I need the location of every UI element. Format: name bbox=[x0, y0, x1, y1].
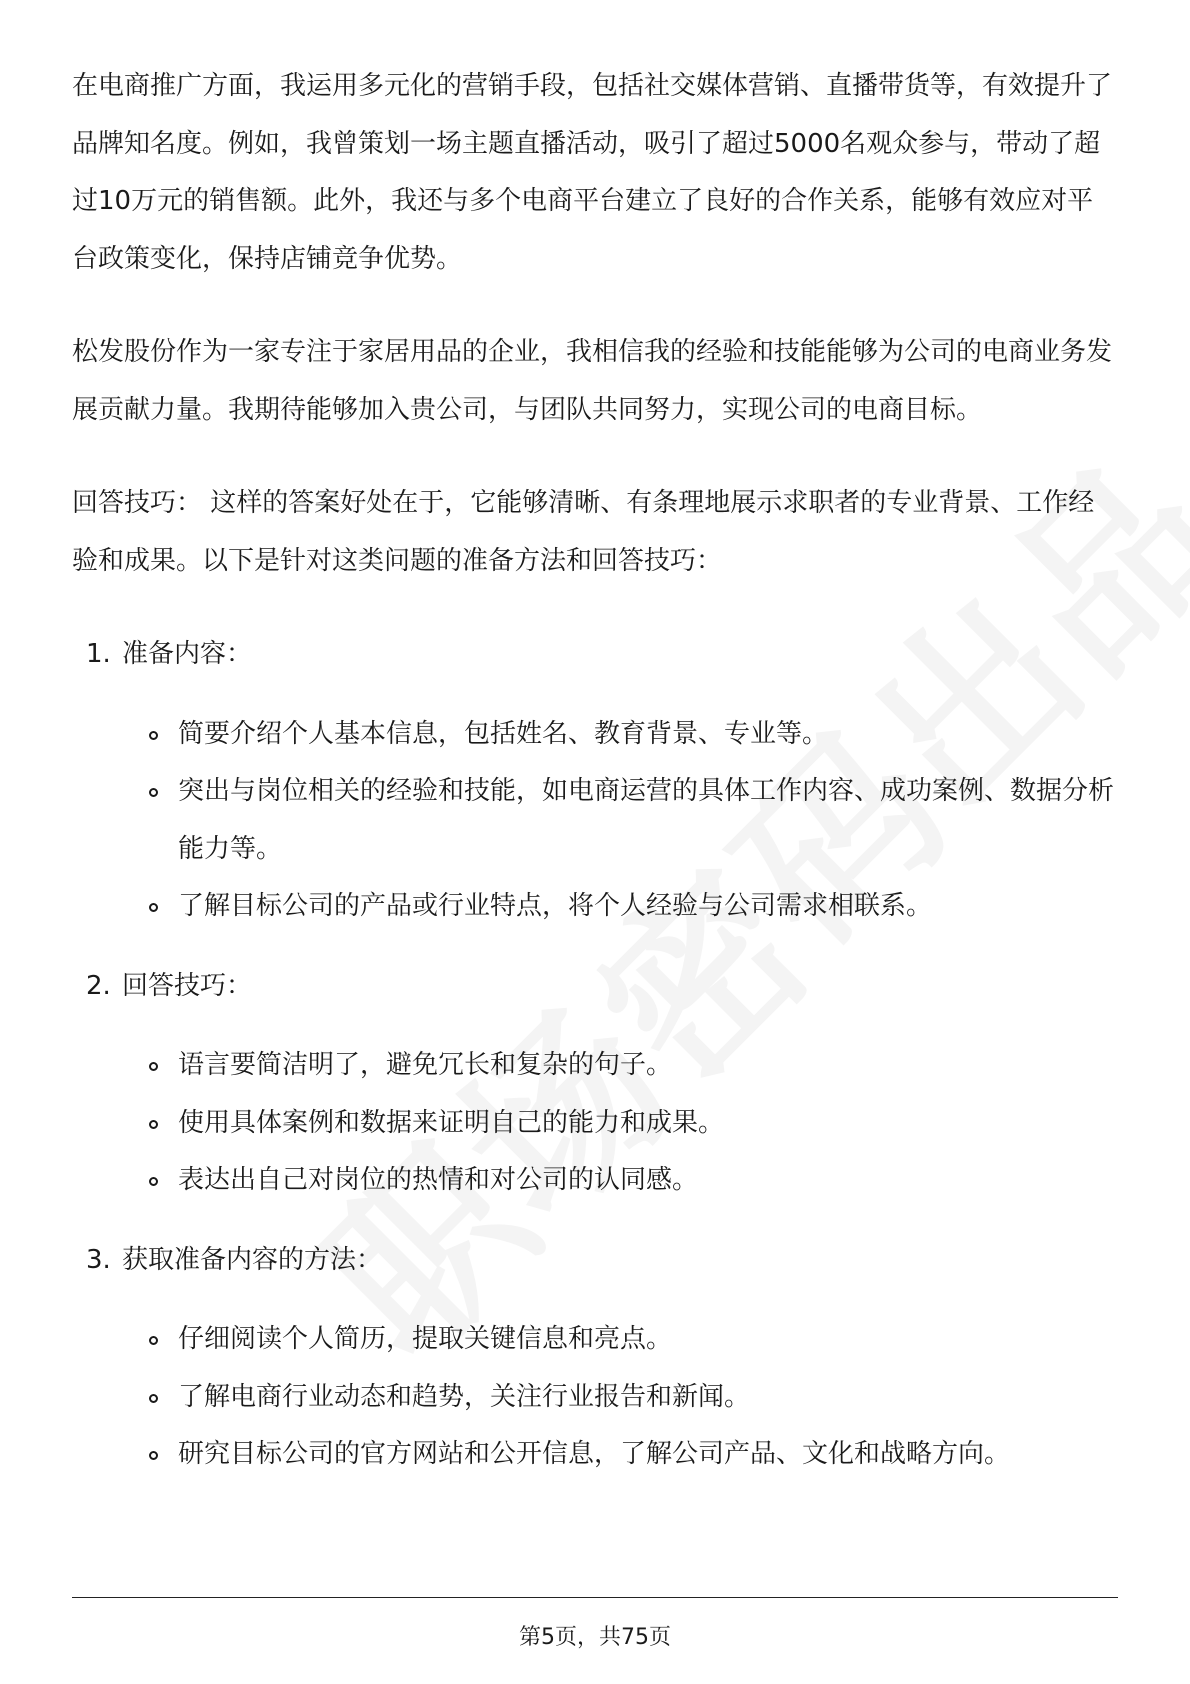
list-item-text: 研究目标公司的官方网站和公开信息，了解公司产品、文化和战略方向。 bbox=[178, 1439, 1011, 1469]
list-item bbox=[72, 1369, 1118, 1427]
section-title bbox=[72, 958, 1118, 1016]
bullet-list bbox=[72, 1037, 1118, 1210]
section-answer-tips bbox=[72, 958, 1118, 1210]
list-item bbox=[72, 763, 1118, 878]
bullet-circle-icon bbox=[149, 1451, 158, 1460]
list-item bbox=[72, 1311, 1118, 1369]
list-item-text: 了解电商行业动态和趋势，关注行业报告和新闻。 bbox=[178, 1381, 751, 1412]
list-item-text: 简要介绍个人基本信息，包括姓名、教育背景、专业等。 bbox=[178, 718, 829, 749]
list-item-text: 使用具体案例和数据来证明自己的能力和成果。 bbox=[178, 1107, 725, 1138]
bullet-circle-icon bbox=[149, 1336, 158, 1345]
footer-divider bbox=[72, 1597, 1118, 1598]
section-title bbox=[72, 1232, 1118, 1290]
paragraph-company-fit: 松发股份作为一家专注于家居用品的企业，我相信我的经验和技能能够为公司的电商业务发展贡献力量。我期待能够加入贵公司，与团队共同努力，实现公司的电商目标。 bbox=[72, 337, 1113, 425]
section-preparation-content bbox=[72, 626, 1118, 936]
bullet-circle-icon bbox=[149, 731, 158, 740]
list-item bbox=[72, 706, 1118, 764]
bullet-list bbox=[72, 706, 1118, 936]
section-title-text: 回答技巧： bbox=[122, 970, 253, 1001]
list-item bbox=[72, 878, 1118, 936]
list-item-text: 突出与岗位相关的经验和技能，如电商运营的具体工作内容、成功案例、数据分析能力等。 bbox=[178, 776, 1115, 864]
bullet-list bbox=[72, 1311, 1118, 1484]
bullet-circle-icon bbox=[149, 1062, 158, 1071]
bullet-circle-icon bbox=[149, 903, 158, 912]
section-number: 1. bbox=[86, 639, 111, 669]
list-item-text: 语言要简洁明了，避免冗长和复杂的句子。 bbox=[178, 1050, 673, 1080]
list-item bbox=[72, 1037, 1118, 1095]
page-number: 第5页，共75页 bbox=[519, 1625, 671, 1650]
bullet-circle-icon bbox=[149, 1394, 158, 1403]
section-number: 3. bbox=[86, 1244, 111, 1275]
bullet-circle-icon bbox=[149, 1120, 158, 1129]
bullet-circle-icon bbox=[149, 1177, 158, 1186]
paragraph-answer-tips: 回答技巧： 这样的答案好处在于，它能够清晰、有条理地展示求职者的专业背景、工作经验和成果。以下是针对这类问题的准备方法和回答技巧： bbox=[72, 488, 1095, 576]
list-item-text: 仔细阅读个人简历，提取关键信息和亮点。 bbox=[178, 1324, 673, 1354]
list-item-text: 了解目标公司的产品或行业特点，将个人经验与公司需求相联系。 bbox=[178, 891, 933, 921]
list-item-text: 表达出自己对岗位的热情和对公司的认同感。 bbox=[178, 1165, 699, 1195]
section-preparation-methods bbox=[72, 1232, 1118, 1484]
section-title-text: 获取准备内容的方法： bbox=[122, 1244, 383, 1275]
list-item bbox=[72, 1426, 1118, 1484]
section-title bbox=[72, 626, 1118, 684]
document-body bbox=[72, 58, 1118, 1506]
section-number: 2. bbox=[86, 970, 111, 1001]
section-title-text: 准备内容： bbox=[122, 639, 253, 669]
list-item bbox=[72, 1152, 1118, 1210]
list-item bbox=[72, 1095, 1118, 1153]
paragraph-ecommerce-promotion: 在电商推广方面，我运用多元化的营销手段，包括社交媒体营销、直播带货等，有效提升了品牌知名度。例如，我曾策划一场主题直播活动，吸引了超过5000名观众参与，带动了超过10万元的销售额。此外，我还与多个电商平台建立了良好的合作关系，能够有效应对平台政策变化，保持店铺竞争优势。 bbox=[72, 71, 1113, 274]
bullet-circle-icon bbox=[149, 788, 158, 797]
